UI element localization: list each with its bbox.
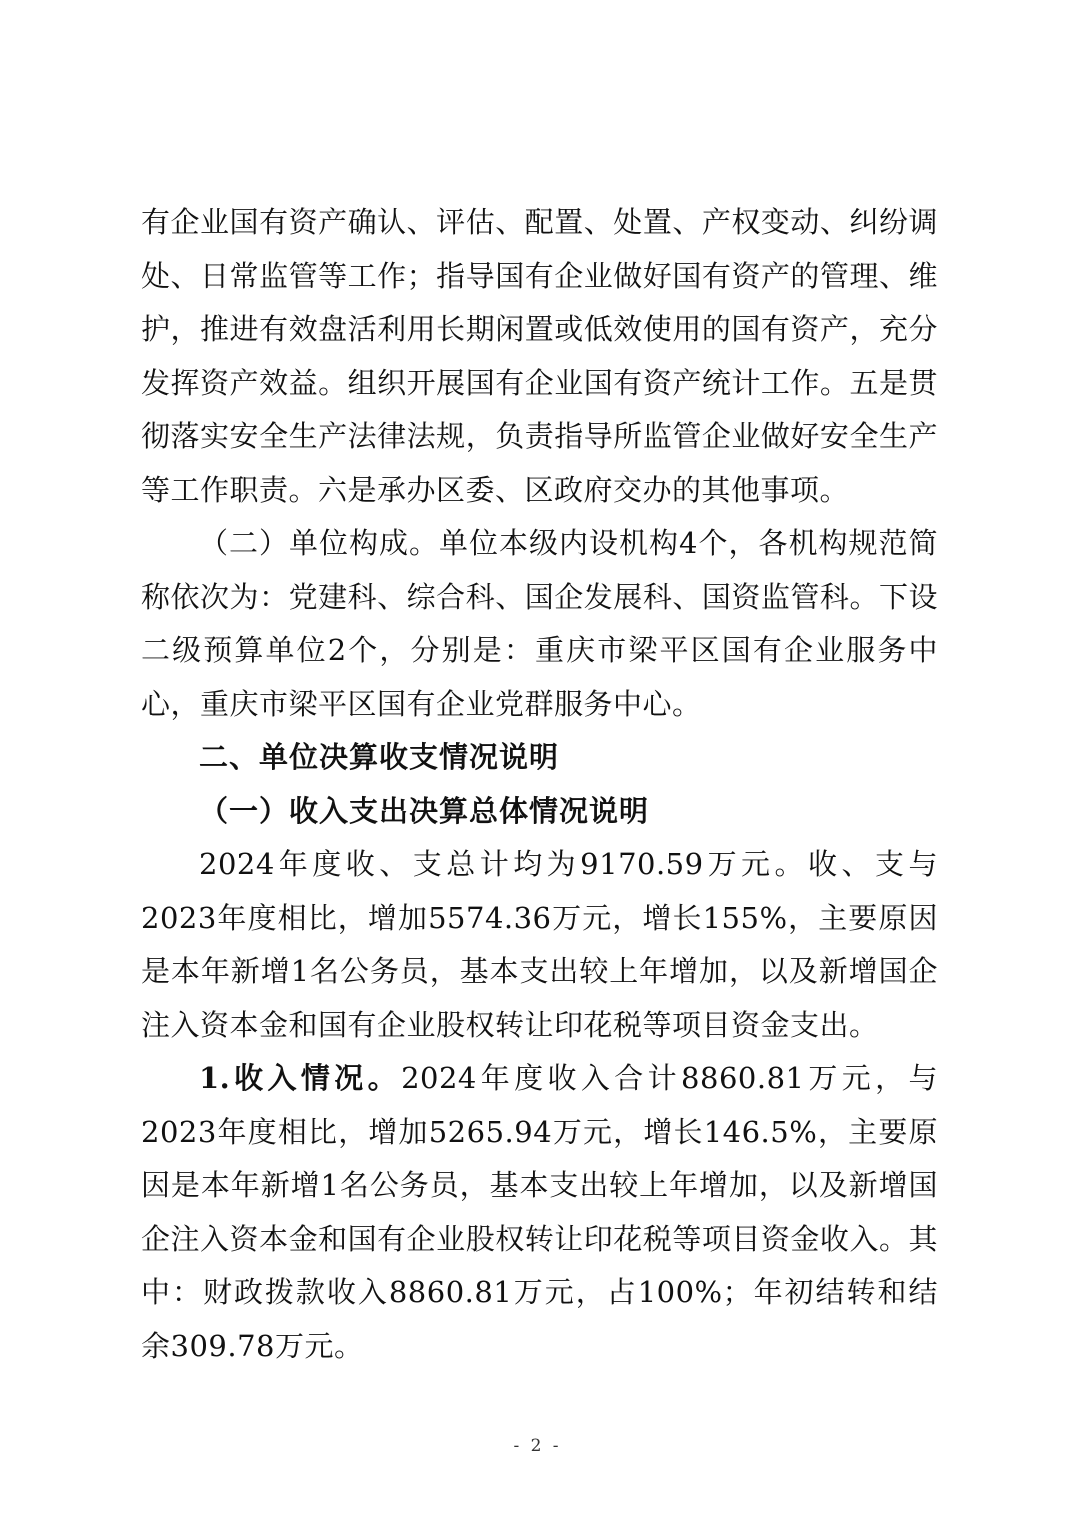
paragraph-duties-continued: 有企业国有资产确认、评估、配置、处置、产权变动、纠纷调处、日常监管等工作；指导国有企业做好国有资产的管理、维护，推进有效盘活利用长期闲置或低效使用的国有资产，充分发挥资产效益。组织开展国有企业国有资产统计工作。五是贯彻落实安全生产法律法规，负责指导所监管企业做好安全生产等工作职责。六是承办区委、区政府交办的其他事项。 xyxy=(141,205,938,507)
section-heading: 二、单位决算收支情况说明 xyxy=(199,740,560,774)
page-number: - 2 - xyxy=(513,1436,562,1456)
income-lead-label: 1.收入情况。 xyxy=(199,1061,402,1095)
document-body xyxy=(141,196,938,1373)
paragraph-income xyxy=(141,1052,938,1373)
paragraph-unit-composition: （二）单位构成。单位本级内设机构4个，各机构规范简称依次为：党建科、综合科、国企发展科、国资监管科。下设二级预算单位2个，分别是：重庆市梁平区国有企业服务中心，重庆市梁平区国有企业党群服务中心。 xyxy=(141,526,938,721)
income-detail-text: 2024年度收入合计8860.81万元，与2023年度相比，增加5265.94万元，增长146.5%，主要原因是本年新增1名公务员，基本支出较上年增加，以及新增国企注入资本金和国有企业股权转让印花税等项目资金收入。其中：财政拨款收入8860.81万元，占100%；年初结转和结余309.78万元。 xyxy=(141,1061,938,1363)
subsection-heading: （一）收入支出决算总体情况说明 xyxy=(199,793,650,828)
paragraph-overall-summary: 2024年度收、支总计均为9170.59万元。收、支与2023年度相比，增加5574.36万元，增长155%，主要原因是本年新增1名公务员，基本支出较上年增加，以及新增国企注入资本金和国有企业股权转让印花税等项目资金支出。 xyxy=(141,847,938,1042)
